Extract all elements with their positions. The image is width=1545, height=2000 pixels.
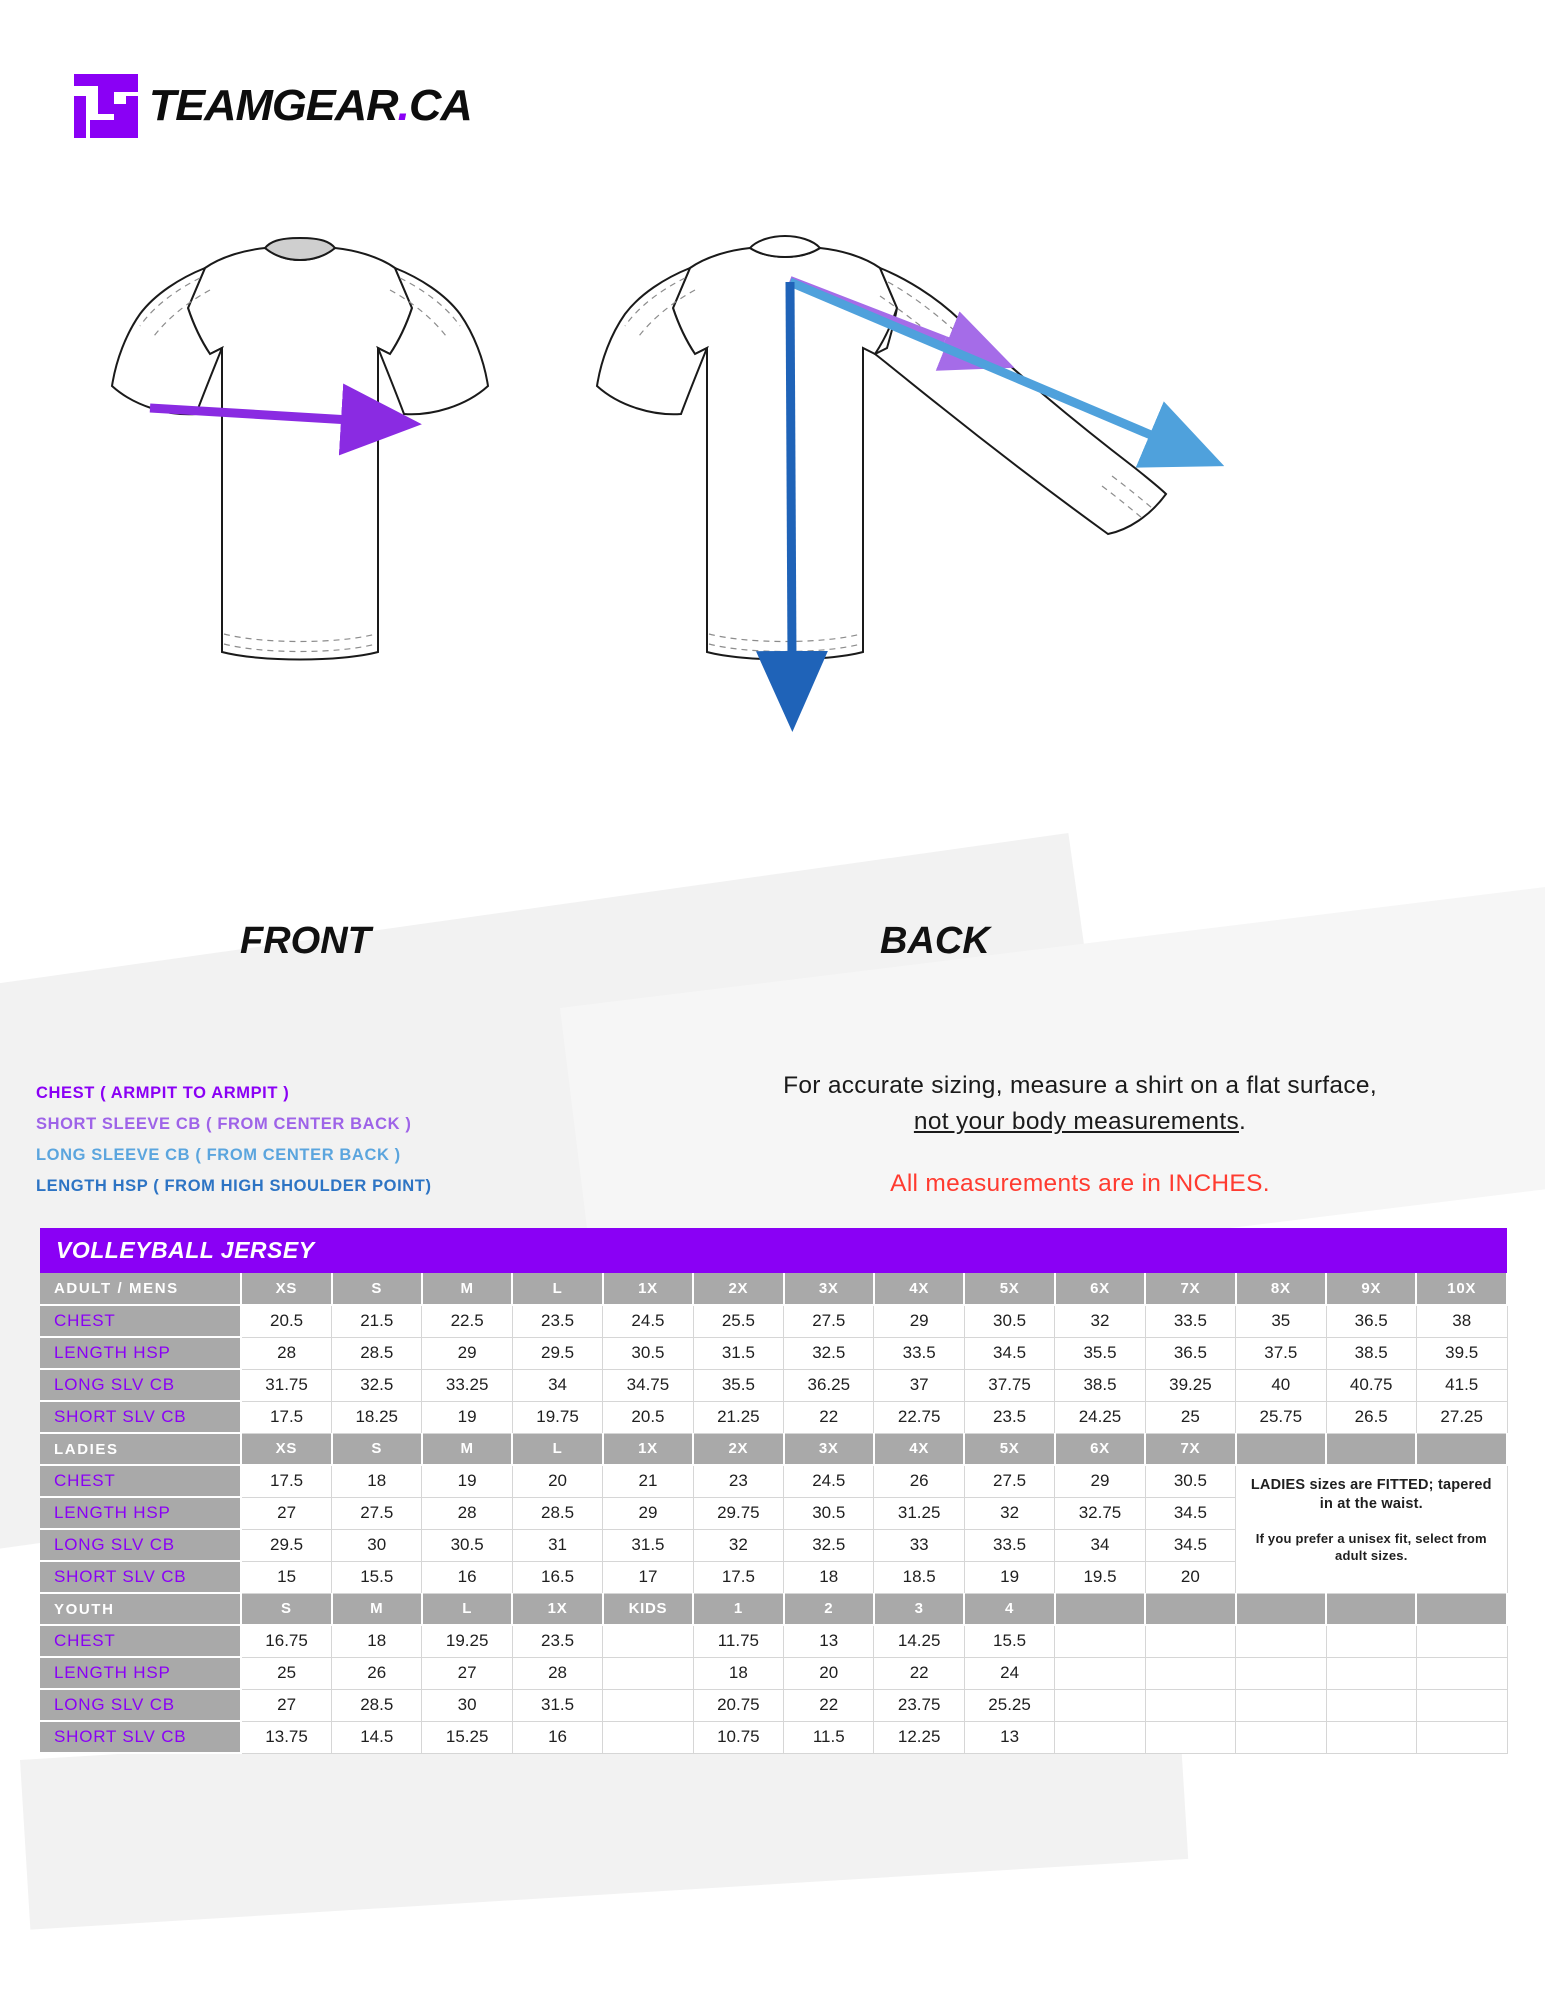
measurement-cell: 32	[1055, 1305, 1145, 1337]
sizing-instructions	[700, 1068, 1460, 1198]
measurement-cell: 30	[422, 1689, 512, 1721]
measurement-cell: 16	[512, 1721, 602, 1753]
measurement-cell: 16.5	[512, 1561, 602, 1593]
measurement-cell: 27	[241, 1497, 331, 1529]
size-chart-table	[40, 1228, 1508, 1754]
section-header-row	[40, 1433, 1507, 1465]
measurement-cell: 17.5	[241, 1465, 331, 1497]
size-chart	[40, 1228, 1508, 1754]
measurement-row-label: LENGTH HSP	[40, 1337, 241, 1369]
measurement-row-label: LENGTH HSP	[40, 1657, 241, 1689]
measurement-cell: 27.5	[784, 1305, 874, 1337]
measurement-cell: 38.5	[1055, 1369, 1145, 1401]
measurement-cell: 36.5	[1145, 1337, 1235, 1369]
measurement-cell: 25	[1145, 1401, 1235, 1433]
size-column-header: KIDS	[603, 1593, 693, 1625]
measurement-cell: 30.5	[422, 1529, 512, 1561]
size-column-header: XS	[241, 1273, 331, 1305]
measurement-row-label: CHEST	[40, 1625, 241, 1657]
measurement-cell: 15.25	[422, 1721, 512, 1753]
brand-name-dot: .	[397, 81, 409, 130]
measurement-cell: 29.5	[241, 1529, 331, 1561]
measurement-cell: 26	[874, 1465, 964, 1497]
measurement-row-label: LONG SLV CB	[40, 1529, 241, 1561]
legend-item-long-sleeve: LONG SLEEVE CB ( FROM CENTER BACK )	[36, 1146, 401, 1164]
measurement-cell-empty	[1145, 1657, 1235, 1689]
measurement-cell: 36.5	[1326, 1305, 1416, 1337]
measurement-cell: 28.5	[332, 1689, 422, 1721]
instruction-line-2-tail: .	[1239, 1108, 1247, 1135]
measurement-cell: 32.75	[1055, 1497, 1145, 1529]
measurement-cell: 26	[332, 1657, 422, 1689]
brand-name-tld: CA	[408, 81, 472, 130]
shirt-illustrations	[0, 230, 1545, 962]
measurement-cell: 17	[603, 1561, 693, 1593]
measurement-cell: 18	[784, 1561, 874, 1593]
measurement-cell: 14.25	[874, 1625, 964, 1657]
size-column-header-blank	[1326, 1433, 1416, 1465]
measurement-cell: 35.5	[693, 1369, 783, 1401]
instruction-underlined-text: not your body measurements	[913, 1108, 1239, 1135]
size-column-header: 7X	[1145, 1273, 1235, 1305]
measurement-cell: 21.5	[332, 1305, 422, 1337]
measurement-cell: 33	[874, 1529, 964, 1561]
measurement-cell: 15.5	[332, 1561, 422, 1593]
measurement-cell: 30.5	[784, 1497, 874, 1529]
measurement-cell: 30	[332, 1529, 422, 1561]
shirt-front-label: FRONT	[240, 920, 371, 962]
measurement-cell: 19	[422, 1465, 512, 1497]
measurement-cell: 32	[964, 1497, 1054, 1529]
instruction-line-1: For accurate sizing, measure a shirt on a flat surface,	[783, 1072, 1377, 1099]
table-row	[40, 1305, 1507, 1337]
table-row	[40, 1721, 1507, 1753]
measurement-cell: 30.5	[603, 1337, 693, 1369]
section-header-row	[40, 1273, 1507, 1305]
brand-name-main: TEAMGEAR	[148, 81, 398, 130]
measurement-cell: 13	[784, 1625, 874, 1657]
measurement-cell: 29	[422, 1337, 512, 1369]
table-row	[40, 1465, 1507, 1497]
measurement-cell-empty	[1236, 1625, 1326, 1657]
size-column-header: L	[422, 1593, 512, 1625]
measurement-cell: 34	[1055, 1529, 1145, 1561]
size-column-header: 5X	[964, 1433, 1054, 1465]
measurement-cell: 19.25	[422, 1625, 512, 1657]
measurement-cell: 38.5	[1326, 1337, 1416, 1369]
size-column-header: 6X	[1055, 1273, 1145, 1305]
measurement-cell: 28	[241, 1337, 331, 1369]
section-header-row	[40, 1593, 1507, 1625]
measurement-cell: 15.5	[964, 1625, 1054, 1657]
measurement-cell: 20.5	[603, 1401, 693, 1433]
chart-title: VOLLEYBALL JERSEY	[40, 1228, 1507, 1273]
measurement-cell: 33.5	[1145, 1305, 1235, 1337]
table-row	[40, 1689, 1507, 1721]
measurement-cell-empty	[603, 1625, 693, 1657]
size-column-header: XS	[241, 1433, 331, 1465]
measurement-row-label: LONG SLV CB	[40, 1369, 241, 1401]
section-name: ADULT / MENS	[40, 1273, 241, 1305]
measurement-cell-empty	[603, 1657, 693, 1689]
size-column-header: 10X	[1416, 1273, 1507, 1305]
size-column-header: M	[332, 1593, 422, 1625]
measurement-cell: 22	[784, 1689, 874, 1721]
size-column-header: 6X	[1055, 1433, 1145, 1465]
measurement-cell: 18	[332, 1465, 422, 1497]
measurement-cell: 40.75	[1326, 1369, 1416, 1401]
length-hsp-measure-arrow	[790, 282, 792, 660]
measurement-cell: 17.5	[693, 1561, 783, 1593]
table-row	[40, 1337, 1507, 1369]
size-column-header: 2X	[693, 1433, 783, 1465]
size-column-header: 3	[874, 1593, 964, 1625]
instruction-line-2	[700, 1104, 1460, 1140]
table-row	[40, 1369, 1507, 1401]
measurement-cell: 16	[422, 1561, 512, 1593]
measurement-cell: 34.75	[603, 1369, 693, 1401]
ladies-fit-note-secondary: If you prefer a unisex fit, select from adult sizes.	[1255, 1531, 1487, 1563]
measurement-cell: 22	[874, 1657, 964, 1689]
measurement-cell: 37.75	[964, 1369, 1054, 1401]
measurement-cell: 13.75	[241, 1721, 331, 1753]
size-column-header: 8X	[1236, 1273, 1326, 1305]
measurement-cell: 24.25	[1055, 1401, 1145, 1433]
measurement-cell: 24.5	[784, 1465, 874, 1497]
measurement-cell: 38	[1416, 1305, 1507, 1337]
measurement-cell: 40	[1236, 1369, 1326, 1401]
measurement-cell: 23.5	[964, 1401, 1054, 1433]
measurement-cell: 17.5	[241, 1401, 331, 1433]
measurement-cell: 39.5	[1416, 1337, 1507, 1369]
size-column-header: 9X	[1326, 1273, 1416, 1305]
measurement-cell: 13	[964, 1721, 1054, 1753]
measurement-cell: 11.75	[693, 1625, 783, 1657]
measurement-cell: 20.75	[693, 1689, 783, 1721]
measurement-cell: 18.25	[332, 1401, 422, 1433]
measurement-row-label: SHORT SLV CB	[40, 1401, 241, 1433]
size-column-header: M	[422, 1433, 512, 1465]
measurement-cell: 22.5	[422, 1305, 512, 1337]
measurement-cell: 23.5	[512, 1305, 602, 1337]
measurement-cell: 25.75	[1236, 1401, 1326, 1433]
measurement-cell: 14.5	[332, 1721, 422, 1753]
size-column-header: S	[332, 1273, 422, 1305]
measurement-cell: 39.25	[1145, 1369, 1235, 1401]
measurement-cell: 28.5	[512, 1497, 602, 1529]
size-column-header: 4X	[874, 1273, 964, 1305]
measurement-cell-empty	[1326, 1657, 1416, 1689]
size-column-header: S	[241, 1593, 331, 1625]
size-column-header: 1X	[603, 1433, 693, 1465]
table-row	[40, 1657, 1507, 1689]
measurement-cell: 31.75	[241, 1369, 331, 1401]
size-column-header-blank	[1236, 1593, 1326, 1625]
measurement-cell: 31.5	[603, 1529, 693, 1561]
measurement-cell: 25.5	[693, 1305, 783, 1337]
measurement-row-label: CHEST	[40, 1305, 241, 1337]
measurement-cell: 23.5	[512, 1625, 602, 1657]
measurement-cell: 19.5	[1055, 1561, 1145, 1593]
measurement-cell-empty	[1416, 1625, 1507, 1657]
measurement-row-label: LONG SLV CB	[40, 1689, 241, 1721]
measurement-cell: 27	[422, 1657, 512, 1689]
brand-wordmark	[149, 81, 472, 131]
size-column-header: 3X	[784, 1433, 874, 1465]
measurement-cell-empty	[1055, 1657, 1145, 1689]
measurement-cell: 37.5	[1236, 1337, 1326, 1369]
measurement-cell: 32.5	[784, 1529, 874, 1561]
table-row	[40, 1401, 1507, 1433]
size-column-header-blank	[1326, 1593, 1416, 1625]
measurement-cell-empty	[1236, 1721, 1326, 1753]
legend-item-chest: CHEST ( ARMPIT TO ARMPIT )	[36, 1084, 290, 1102]
shirt-back-label: BACK	[880, 920, 990, 962]
measurement-cell-empty	[1055, 1721, 1145, 1753]
section-name: LADIES	[40, 1433, 241, 1465]
size-column-header: 2	[784, 1593, 874, 1625]
measurement-cell: 29	[603, 1497, 693, 1529]
measurement-cell: 32.5	[784, 1337, 874, 1369]
measurement-cell: 18	[693, 1657, 783, 1689]
measurement-cell: 33.5	[964, 1529, 1054, 1561]
chart-title-row	[40, 1228, 1507, 1273]
measurement-cell: 21.25	[693, 1401, 783, 1433]
measurement-cell: 20	[784, 1657, 874, 1689]
measurement-cell: 29.5	[512, 1337, 602, 1369]
measurement-cell: 31.5	[512, 1689, 602, 1721]
measurement-cell: 29.75	[693, 1497, 783, 1529]
measurement-cell: 26.5	[1326, 1401, 1416, 1433]
size-column-header: 2X	[693, 1273, 783, 1305]
measurement-cell: 10.75	[693, 1721, 783, 1753]
measurement-row-label: SHORT SLV CB	[40, 1561, 241, 1593]
measurement-cell: 20.5	[241, 1305, 331, 1337]
measurement-cell: 22.75	[874, 1401, 964, 1433]
measurement-cell: 27	[241, 1689, 331, 1721]
measurement-cell: 19	[964, 1561, 1054, 1593]
measurement-cell: 33.5	[874, 1337, 964, 1369]
size-column-header-blank	[1416, 1433, 1507, 1465]
measurement-cell: 21	[603, 1465, 693, 1497]
measurement-cell: 16.75	[241, 1625, 331, 1657]
table-row	[40, 1625, 1507, 1657]
measurement-cell: 24	[964, 1657, 1054, 1689]
size-column-header: 1X	[512, 1593, 602, 1625]
measurement-cell: 34.5	[1145, 1529, 1235, 1561]
measurement-cell: 18	[332, 1625, 422, 1657]
measurement-cell: 33.25	[422, 1369, 512, 1401]
measurement-cell: 34.5	[1145, 1497, 1235, 1529]
measurement-cell: 28.5	[332, 1337, 422, 1369]
measurement-units-note: All measurements are in INCHES.	[890, 1170, 1270, 1197]
measurement-cell-empty	[1416, 1689, 1507, 1721]
ladies-fit-note-primary: LADIES sizes are FITTED; tapered in at the waist.	[1250, 1477, 1492, 1512]
measurement-cell: 27.5	[332, 1497, 422, 1529]
shirt-back-illustration	[597, 236, 1166, 660]
measurement-cell: 35	[1236, 1305, 1326, 1337]
size-column-header: S	[332, 1433, 422, 1465]
measurement-cell-empty	[1055, 1689, 1145, 1721]
measurement-cell-empty	[1326, 1689, 1416, 1721]
ladies-fit-note	[1236, 1465, 1507, 1593]
measurement-row-label: LENGTH HSP	[40, 1497, 241, 1529]
measurement-cell: 20	[1145, 1561, 1235, 1593]
measurement-cell: 23	[693, 1465, 783, 1497]
measurement-cell: 28	[422, 1497, 512, 1529]
measurement-cell: 37	[874, 1369, 964, 1401]
teamgear-monogram-icon	[74, 74, 138, 138]
measurement-cell: 19.75	[512, 1401, 602, 1433]
size-column-header: 3X	[784, 1273, 874, 1305]
measurement-cell: 41.5	[1416, 1369, 1507, 1401]
measurement-cell: 18.5	[874, 1561, 964, 1593]
measurement-cell: 31.25	[874, 1497, 964, 1529]
measurement-cell: 23.75	[874, 1689, 964, 1721]
measurement-cell-empty	[1236, 1689, 1326, 1721]
size-column-header: 7X	[1145, 1433, 1235, 1465]
measurement-cell: 30.5	[964, 1305, 1054, 1337]
size-column-header: 4X	[874, 1433, 964, 1465]
measurement-cell: 25	[241, 1657, 331, 1689]
measurement-cell: 19	[422, 1401, 512, 1433]
size-column-header: L	[512, 1273, 602, 1305]
measurement-cell-empty	[1416, 1721, 1507, 1753]
measurement-cell-empty	[1145, 1625, 1235, 1657]
measurement-cell-empty	[1236, 1657, 1326, 1689]
legend-item-length-hsp: LENGTH HSP ( FROM HIGH SHOULDER POINT)	[36, 1177, 432, 1195]
measurement-row-label: CHEST	[40, 1465, 241, 1497]
measurement-cell: 34	[512, 1369, 602, 1401]
measurement-cell-empty	[1055, 1625, 1145, 1657]
measurement-cell: 32.5	[332, 1369, 422, 1401]
measurement-cell-empty	[1416, 1657, 1507, 1689]
measurement-cell: 31.5	[693, 1337, 783, 1369]
legend-item-short-sleeve: SHORT SLEEVE CB ( FROM CENTER BACK )	[36, 1115, 412, 1133]
measurement-cell: 36.25	[784, 1369, 874, 1401]
size-column-header-blank	[1055, 1593, 1145, 1625]
measurement-cell: 29	[1055, 1465, 1145, 1497]
measurement-cell: 12.25	[874, 1721, 964, 1753]
measurement-cell: 25.25	[964, 1689, 1054, 1721]
measurement-cell-empty	[1145, 1721, 1235, 1753]
measurement-cell: 34.5	[964, 1337, 1054, 1369]
measurement-cell-empty	[603, 1721, 693, 1753]
measurement-cell: 29	[874, 1305, 964, 1337]
measurement-row-label: SHORT SLV CB	[40, 1721, 241, 1753]
measurement-cell: 35.5	[1055, 1337, 1145, 1369]
measurement-cell: 28	[512, 1657, 602, 1689]
measurement-cell-empty	[1326, 1721, 1416, 1753]
measurement-cell: 20	[512, 1465, 602, 1497]
measurement-cell: 30.5	[1145, 1465, 1235, 1497]
size-column-header: 4	[964, 1593, 1054, 1625]
size-column-header-blank	[1236, 1433, 1326, 1465]
measurement-cell: 22	[784, 1401, 874, 1433]
measurement-legend	[36, 1078, 432, 1202]
measurement-cell: 27.25	[1416, 1401, 1507, 1433]
measurement-cell: 15	[241, 1561, 331, 1593]
brand-logo	[74, 74, 472, 138]
measurement-cell: 11.5	[784, 1721, 874, 1753]
measurement-cell: 27.5	[964, 1465, 1054, 1497]
measurement-cell-empty	[603, 1689, 693, 1721]
size-column-header: M	[422, 1273, 512, 1305]
measurement-cell: 32	[693, 1529, 783, 1561]
size-column-header-blank	[1416, 1593, 1507, 1625]
measurement-cell-empty	[1145, 1689, 1235, 1721]
size-column-header: 1X	[603, 1273, 693, 1305]
size-column-header: L	[512, 1433, 602, 1465]
size-column-header: 1	[693, 1593, 783, 1625]
size-column-header-blank	[1145, 1593, 1235, 1625]
shirt-front-illustration	[112, 238, 488, 660]
measurement-cell: 31	[512, 1529, 602, 1561]
measurement-cell-empty	[1326, 1625, 1416, 1657]
size-column-header: 5X	[964, 1273, 1054, 1305]
section-name: YOUTH	[40, 1593, 241, 1625]
measurement-cell: 24.5	[603, 1305, 693, 1337]
